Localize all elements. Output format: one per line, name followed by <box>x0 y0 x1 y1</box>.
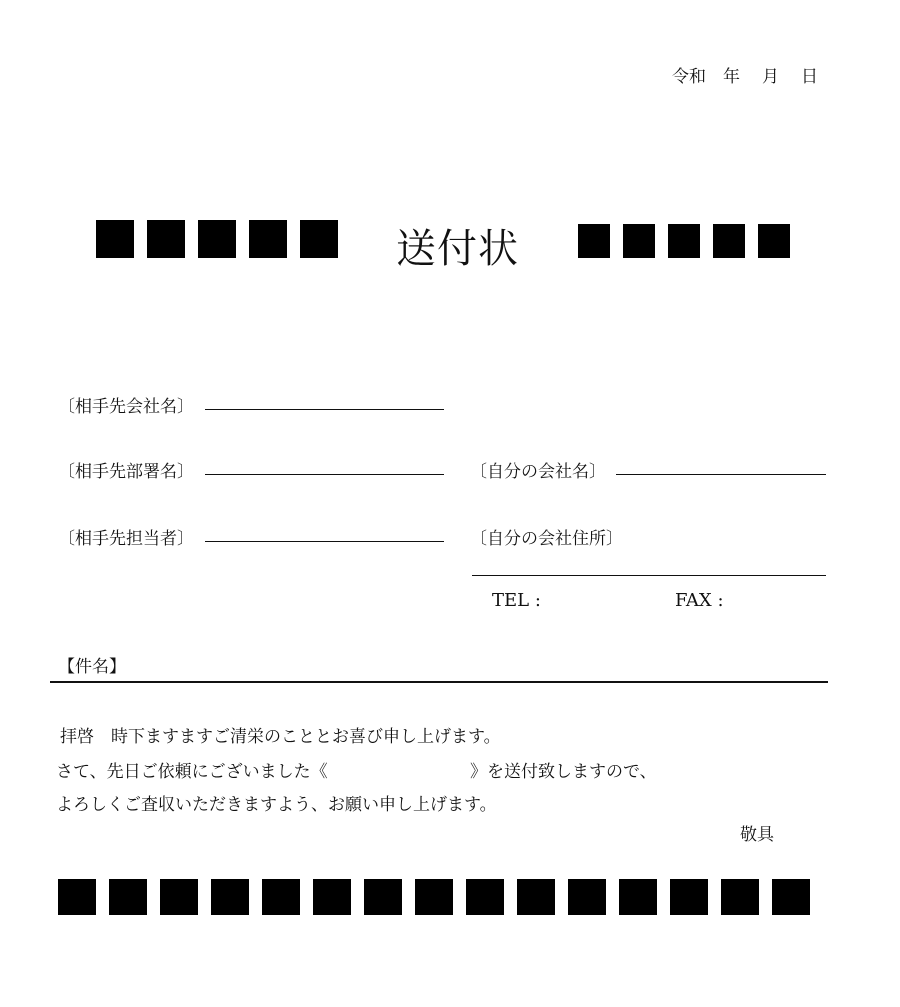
redaction-block <box>211 879 249 915</box>
redaction-block <box>568 879 606 915</box>
redaction-block <box>713 224 745 258</box>
redaction-block <box>313 879 351 915</box>
date-month: 月 <box>762 67 779 87</box>
redaction-block <box>262 879 300 915</box>
sender-address-label: 〔自分の会社住所〕 <box>470 529 623 549</box>
recipient-company-field[interactable] <box>205 409 444 410</box>
date-era: 令和 <box>672 67 706 87</box>
footer-blocks <box>58 879 810 915</box>
redaction-block <box>517 879 555 915</box>
sender-tel-label: TEL : <box>492 590 541 611</box>
redaction-block <box>758 224 790 258</box>
closing-keigu: 敬具 <box>740 825 774 845</box>
recipient-department-field[interactable] <box>205 474 444 475</box>
document-title: 送付状 <box>396 226 519 272</box>
date-year: 年 <box>723 67 740 87</box>
sender-address-field[interactable] <box>472 575 826 576</box>
redaction-block <box>109 879 147 915</box>
recipient-person-field[interactable] <box>205 541 444 542</box>
redaction-block <box>415 879 453 915</box>
redaction-block <box>198 220 236 258</box>
redaction-block <box>466 879 504 915</box>
recipient-person-label: 〔相手先担当者〕 <box>58 529 194 549</box>
redaction-block <box>300 220 338 258</box>
body-line-3: よろしくご査収いただきますよう、お願い申し上げます。 <box>56 795 497 815</box>
subject-field[interactable] <box>50 681 828 683</box>
sender-company-field[interactable] <box>616 474 826 475</box>
redaction-block <box>364 879 402 915</box>
redaction-block <box>623 224 655 258</box>
redaction-block <box>147 220 185 258</box>
recipient-company-label: 〔相手先会社名〕 <box>58 397 194 417</box>
redaction-block <box>670 879 708 915</box>
date-line <box>672 62 818 87</box>
redaction-block <box>578 224 610 258</box>
redaction-block <box>58 879 96 915</box>
date-day: 日 <box>801 67 818 87</box>
redaction-block <box>96 220 134 258</box>
redaction-block <box>619 879 657 915</box>
redaction-block <box>772 879 810 915</box>
sender-fax-label: FAX : <box>675 590 724 611</box>
title-left-blocks <box>96 220 338 258</box>
body-line-2-start: さて、先日ご依頼にございました《 <box>56 762 328 782</box>
redaction-block <box>721 879 759 915</box>
body-line-1: 拝啓 時下ますますご清栄のこととお喜び申し上げます。 <box>60 727 501 747</box>
redaction-block <box>668 224 700 258</box>
redaction-block <box>160 879 198 915</box>
redaction-block <box>249 220 287 258</box>
recipient-department-label: 〔相手先部署名〕 <box>58 462 194 482</box>
body-line-2-end: 》を送付致しますので、 <box>470 762 657 782</box>
sender-company-label: 〔自分の会社名〕 <box>470 462 606 482</box>
subject-label: 【件名】 <box>58 657 126 677</box>
title-right-blocks <box>578 224 790 258</box>
